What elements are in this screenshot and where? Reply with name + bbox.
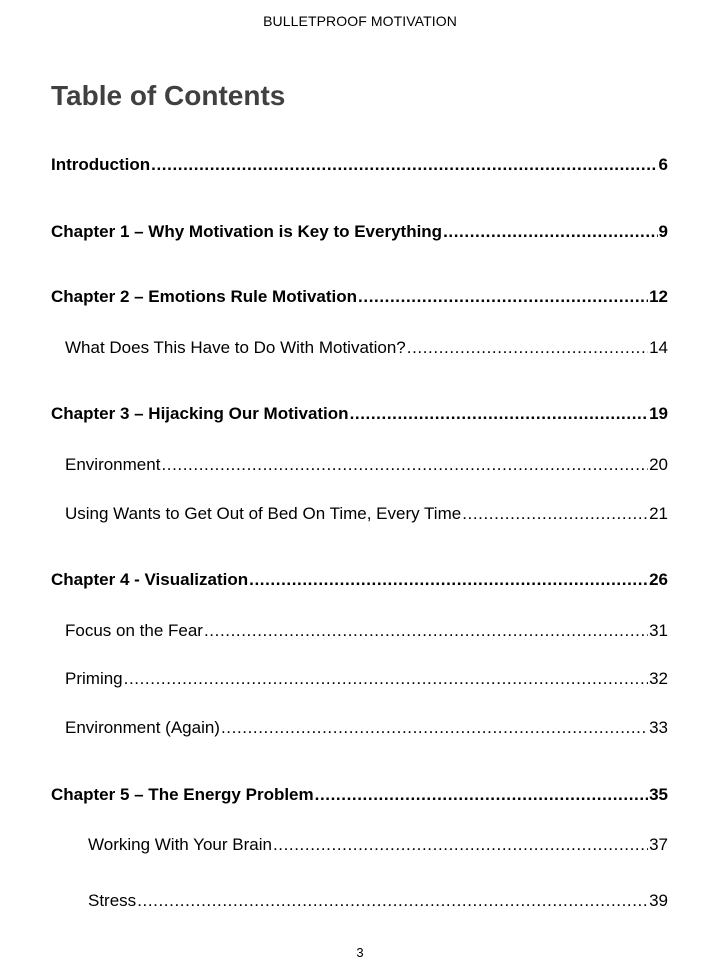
- toc-entry-priming[interactable]: [65, 668, 668, 690]
- toc-entry-label: Chapter 4 - Visualization: [51, 570, 249, 589]
- toc-entry-page: 14: [649, 338, 668, 357]
- toc-dot-leader: [161, 454, 648, 476]
- toc-entry-label: Priming: [65, 669, 123, 688]
- page-number: 3: [356, 945, 364, 960]
- toc-entry-using-wants[interactable]: [65, 503, 668, 525]
- toc-entry-label: Focus on the Fear: [65, 621, 203, 640]
- toc-entry-label: Environment: [65, 455, 161, 474]
- toc-entry-label: Working With Your Brain: [88, 835, 272, 854]
- toc-entry-page: 39: [649, 891, 668, 910]
- toc-entry-page: 37: [649, 835, 668, 854]
- toc-dot-leader: [315, 784, 648, 806]
- toc-dot-leader: [407, 337, 648, 359]
- toc-entry-working-with-your-brain[interactable]: [88, 834, 668, 856]
- toc-dot-leader: [124, 668, 648, 690]
- toc-entry-label: Chapter 5 – The Energy Problem: [51, 785, 314, 804]
- toc-dot-leader: [249, 569, 648, 591]
- toc-entry-page: 33: [649, 718, 668, 737]
- toc-entry-environment[interactable]: [65, 454, 668, 476]
- toc-entry-page: 35: [649, 785, 668, 804]
- toc-dot-leader: [137, 890, 648, 912]
- toc-entry-label: What Does This Have to Do With Motivation?: [65, 338, 406, 357]
- toc-entry-chapter-3[interactable]: [51, 403, 668, 425]
- toc-dot-leader: [443, 221, 657, 243]
- toc-entry-label: Chapter 1 – Why Motivation is Key to Everything: [51, 222, 443, 241]
- toc-entry-chapter-2[interactable]: [51, 286, 668, 308]
- toc-entry-environment-again[interactable]: [65, 717, 668, 739]
- toc-entry-page: 20: [649, 455, 668, 474]
- toc-entry-page: 6: [658, 155, 668, 174]
- toc-title: Table of Contents: [51, 80, 286, 111]
- toc-dot-leader: [221, 717, 648, 739]
- toc-entry-label: Chapter 2 – Emotions Rule Motivation: [51, 287, 358, 306]
- toc-dot-leader: [204, 620, 648, 642]
- toc-entry-label: Environment (Again): [65, 718, 220, 737]
- toc-entry-focus-on-the-fear[interactable]: [65, 620, 668, 642]
- toc-dot-leader: [273, 834, 648, 856]
- toc-entry-page: 26: [649, 570, 668, 589]
- toc-dot-leader: [462, 503, 648, 525]
- toc-entry-stress[interactable]: [88, 890, 668, 912]
- toc-entry-what-does-this-have-to-do[interactable]: [65, 337, 668, 359]
- toc-entry-introduction[interactable]: [51, 154, 668, 176]
- toc-entry-chapter-5[interactable]: [51, 784, 668, 806]
- toc-dot-leader: [358, 286, 648, 308]
- toc-entry-label: Using Wants to Get Out of Bed On Time, Every Time: [65, 504, 462, 523]
- toc-dot-leader: [350, 403, 649, 425]
- toc-entry-page: 21: [649, 504, 668, 523]
- toc-dot-leader: [151, 154, 657, 176]
- toc-entry-page: 12: [649, 287, 668, 306]
- toc-entry-page: 19: [649, 404, 668, 423]
- running-head: BULLETPROOF MOTIVATION: [263, 13, 457, 29]
- toc-entry-page: 9: [658, 222, 668, 241]
- toc-entry-label: Stress: [88, 891, 137, 910]
- toc-entry-label: Chapter 3 – Hijacking Our Motivation: [51, 404, 349, 423]
- toc-entry-page: 32: [649, 669, 668, 688]
- toc-entry-chapter-1[interactable]: [51, 221, 668, 243]
- toc-entry-page: 31: [649, 621, 668, 640]
- toc-entry-chapter-4[interactable]: [51, 569, 668, 591]
- toc-entry-label: Introduction: [51, 155, 151, 174]
